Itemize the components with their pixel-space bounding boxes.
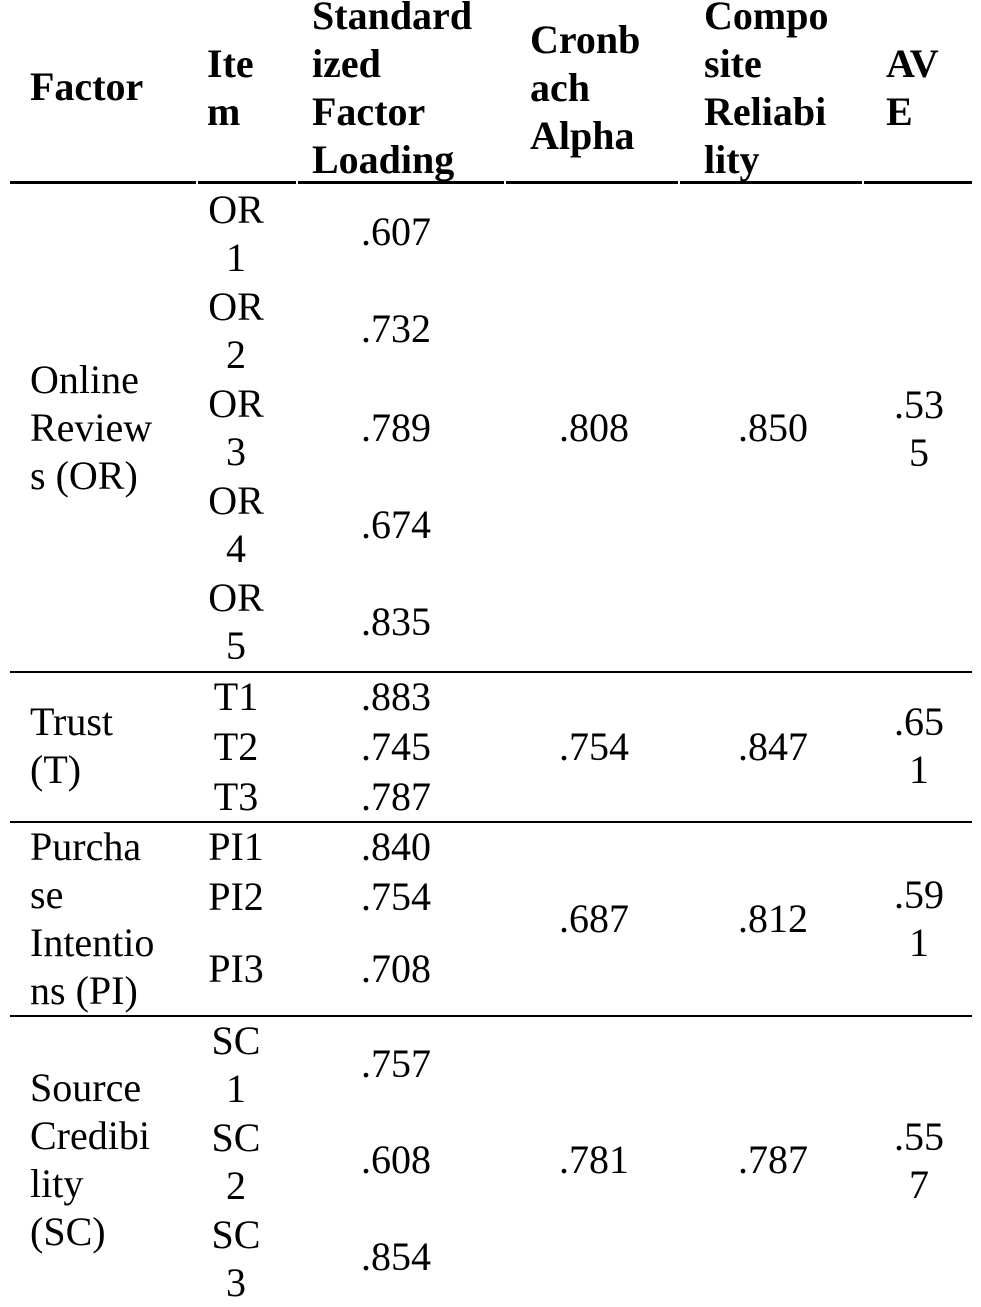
ave-line: 5 (909, 430, 929, 475)
loading-value: .883 (361, 674, 431, 719)
header-composite-reliability (704, 0, 828, 184)
factor-line: Purcha (30, 824, 142, 869)
factor-line: s (OR) (30, 453, 138, 498)
loading-value: .757 (361, 1041, 431, 1086)
factor-line: se (30, 872, 64, 917)
header-factor (30, 63, 143, 111)
header-cr-line: lity (704, 137, 760, 182)
factor-line: (SC) (30, 1209, 106, 1254)
header-ave-line: E (886, 89, 913, 134)
header-rule (680, 181, 862, 184)
item-cell (196, 477, 276, 573)
item-line: 1 (226, 235, 246, 280)
item-line: OR (208, 284, 264, 329)
item-cell: PI1 (208, 824, 264, 869)
cr-value: .812 (738, 896, 808, 941)
ave-value (864, 381, 974, 477)
item-line: SC (211, 1212, 261, 1257)
header-rule (864, 181, 972, 184)
item-cell (196, 574, 276, 670)
item-line: OR (208, 187, 264, 232)
header-cr-line: Reliabi (704, 89, 827, 134)
header-loading-line: Loading (312, 137, 455, 182)
ave-line: .53 (894, 382, 944, 427)
cr-value: .787 (738, 1137, 808, 1182)
loading-value: .854 (361, 1234, 431, 1279)
item-line: SC (211, 1115, 261, 1160)
factor-line: Credibi (30, 1113, 150, 1158)
loading-value: .787 (361, 774, 431, 819)
factor-line: (T) (30, 747, 82, 792)
header-item-line: m (207, 89, 241, 134)
ave-value (864, 871, 974, 967)
header-rule (198, 181, 296, 184)
alpha-value: .808 (559, 405, 629, 450)
factor-cell (30, 823, 154, 1015)
item-cell (196, 1114, 276, 1210)
header-cr-line: Compo (704, 0, 829, 38)
item-cell (196, 380, 276, 476)
alpha-value: .687 (559, 896, 629, 941)
item-line: OR (208, 478, 264, 523)
header-item-line: Ite (207, 41, 254, 86)
factor-cell (30, 1064, 150, 1256)
loading-value: .789 (361, 405, 431, 450)
header-item (207, 40, 254, 136)
ave-line: 1 (909, 920, 929, 965)
item-cell (196, 1211, 276, 1307)
cr-value: .847 (738, 724, 808, 769)
factor-cell (30, 356, 152, 500)
header-rule (298, 181, 504, 184)
item-cell: T1 (213, 674, 259, 719)
header-loading (312, 0, 472, 184)
loading-value: .835 (361, 599, 431, 644)
header-alpha-line: Alpha (530, 113, 635, 158)
loading-value: .608 (361, 1137, 431, 1182)
item-line: 3 (226, 429, 246, 474)
item-cell (196, 283, 276, 379)
loading-value: .607 (361, 209, 431, 254)
header-rule (506, 181, 678, 184)
group-rule (10, 1015, 972, 1017)
item-line: 2 (226, 332, 246, 377)
ave-line: .59 (894, 872, 944, 917)
header-ave (886, 40, 939, 136)
loading-value: .754 (361, 874, 431, 919)
item-line: 2 (226, 1163, 246, 1208)
item-line: 1 (226, 1066, 246, 1111)
header-alpha-line: ach (530, 65, 590, 110)
item-cell: PI3 (208, 946, 264, 991)
factor-line: Online (30, 357, 139, 402)
header-loading-line: ized (312, 41, 381, 86)
factor-cell (30, 698, 113, 794)
header-alpha-line: Cronb (530, 17, 641, 62)
header-loading-line: Factor (312, 89, 426, 134)
alpha-value: .754 (559, 724, 629, 769)
item-cell (196, 1017, 276, 1113)
item-line: OR (208, 575, 264, 620)
ave-value (864, 1113, 974, 1209)
item-line: OR (208, 381, 264, 426)
item-line: 5 (226, 623, 246, 668)
loading-value: .732 (361, 306, 431, 351)
item-cell (196, 186, 276, 282)
header-loading-line: Standard (312, 0, 473, 38)
header-ave-line: AV (886, 41, 939, 86)
ave-line: .65 (894, 699, 944, 744)
header-alpha (530, 16, 640, 160)
factor-line: ns (PI) (30, 968, 138, 1013)
factor-line: Review (30, 405, 153, 450)
item-line: SC (211, 1018, 261, 1063)
header-cr-line: site (704, 41, 762, 86)
header-rule (10, 181, 196, 184)
ave-line: .55 (894, 1114, 944, 1159)
factor-line: Source (30, 1065, 142, 1110)
loading-value: .674 (361, 502, 431, 547)
ave-line: 7 (909, 1162, 929, 1207)
factor-line: Trust (30, 699, 114, 744)
header-factor-line: Factor (30, 64, 144, 109)
item-cell: T3 (213, 774, 259, 819)
ave-value (864, 698, 974, 794)
factor-line: lity (30, 1161, 84, 1206)
item-line: 4 (226, 526, 246, 571)
item-line: 3 (226, 1260, 246, 1305)
item-cell: PI2 (208, 874, 264, 919)
loading-value: .745 (361, 724, 431, 769)
loading-value: .708 (361, 946, 431, 991)
loading-value: .840 (361, 824, 431, 869)
cr-value: .850 (738, 405, 808, 450)
ave-line: 1 (909, 747, 929, 792)
alpha-value: .781 (559, 1137, 629, 1182)
factor-line: Intentio (30, 920, 155, 965)
item-cell: T2 (213, 724, 259, 769)
